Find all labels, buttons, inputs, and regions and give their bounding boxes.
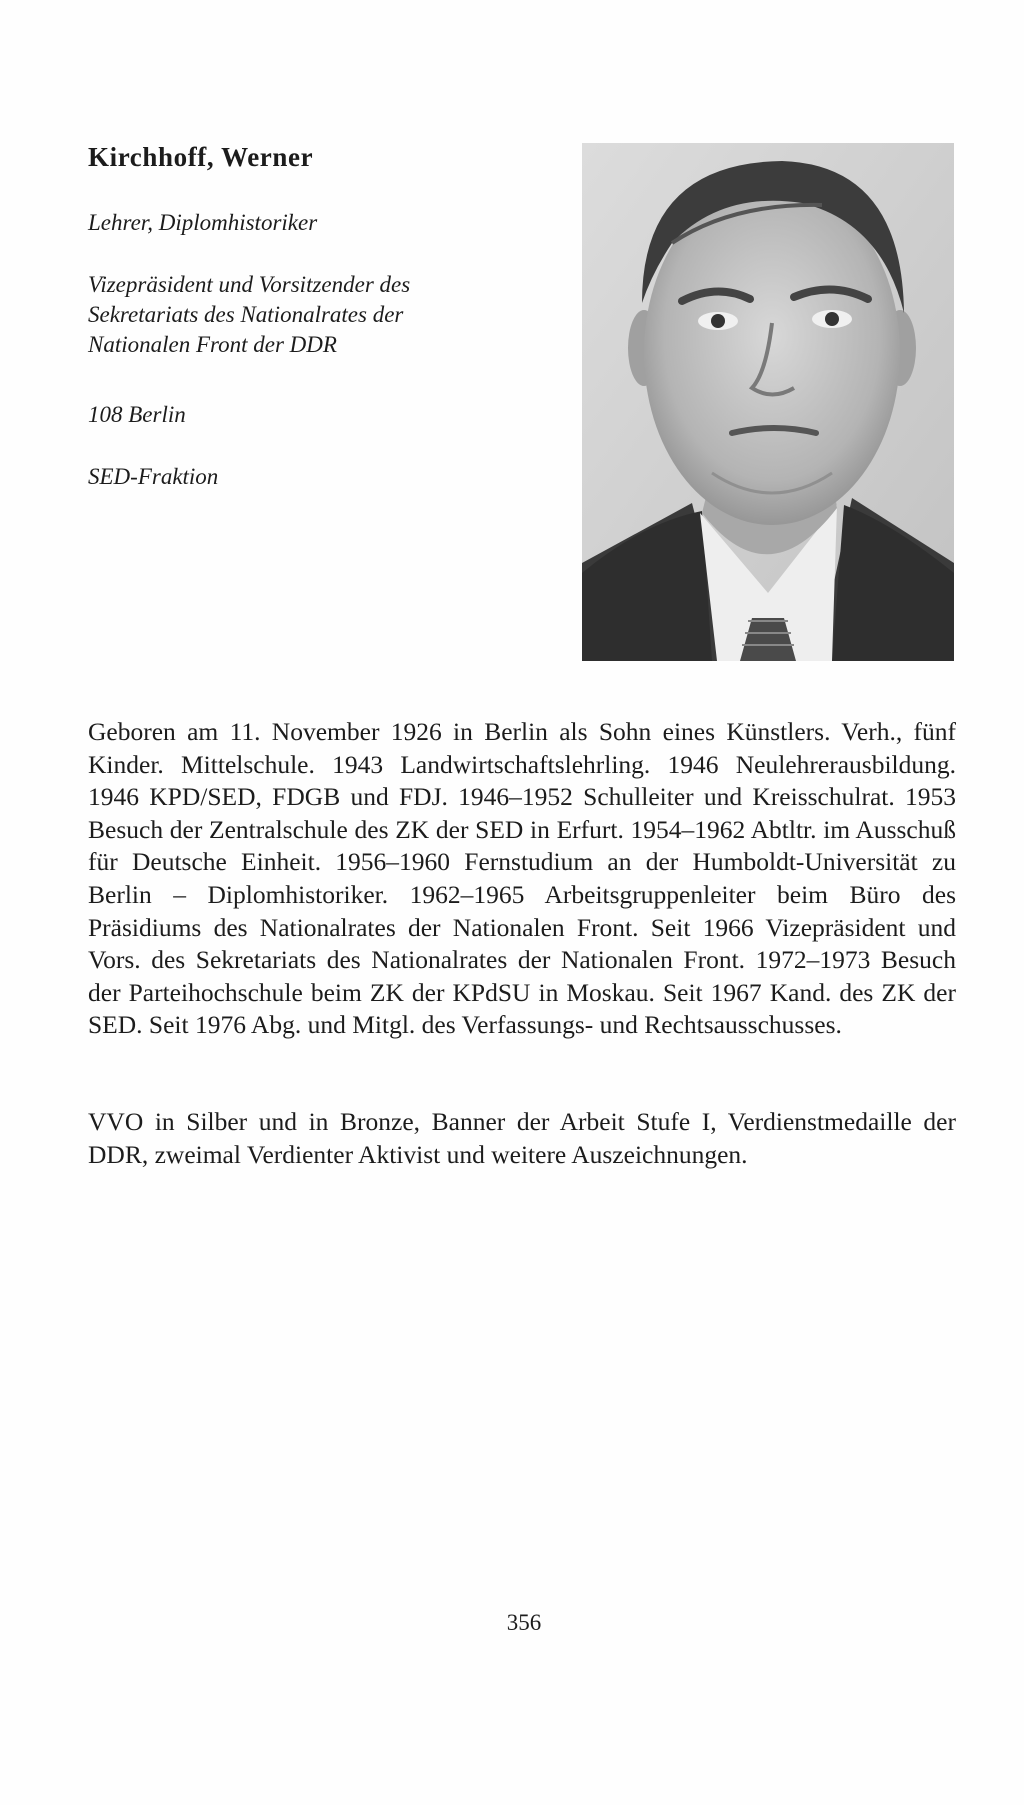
faction: SED-Fraktion: [88, 464, 219, 489]
profession: Lehrer, Diplomhistoriker: [88, 210, 318, 235]
function-title: Vizepräsident und Vorsitzender des Sekretariats des Nationalrates der Nationalen Front der DDR: [88, 272, 411, 357]
biography-paragraph: Geboren am 11. November 1926 in Berlin als Sohn eines Künstlers. Verh., fünf Kinder. Mittelschule. 1943 Landwirtschaftslehrling. 1946 Neulehrerausbildung. 1946 KPD/SED, FDGB und FDJ. 1946–1952 Schulleiter und Kreisschulrat. 1953 Besuch der Zentralschule des ZK der SED in Erfurt. 1954–1962 Abtltr. im Ausschuß für Deutsche Einheit. 1956–1960 Fernstudium an der Humboldt-Universität zu Berlin – Diplomhistoriker. 1962–1965 Arbeitsgruppenleiter beim Büro des Präsidiums des Nationalrates der Nationalen Front. Seit 1966 Vizepräsident und Vors. des Sekretariats des Nationalrates der Nationalen Front. 1972–1973 Besuch der Parteihochschule beim ZK der KPdSU in Moskau. Seit 1967 Kand. des ZK der SED. Seit 1976 Abg. und Mitgl. des Verfassungs- und Rechtsausschusses.: [88, 717, 956, 1040]
awards-paragraph: VVO in Silber und in Bronze, Banner der Arbeit Stufe I, Verdienstmedaille der DDR, zweimal Verdienter Aktivist und weitere Auszeichnungen.: [88, 1107, 956, 1169]
page-number: 356: [506, 1610, 542, 1635]
portrait-photo: [582, 143, 954, 661]
place: 108 Berlin: [88, 402, 186, 427]
person-name: Kirchhoff, Werner: [88, 142, 314, 172]
